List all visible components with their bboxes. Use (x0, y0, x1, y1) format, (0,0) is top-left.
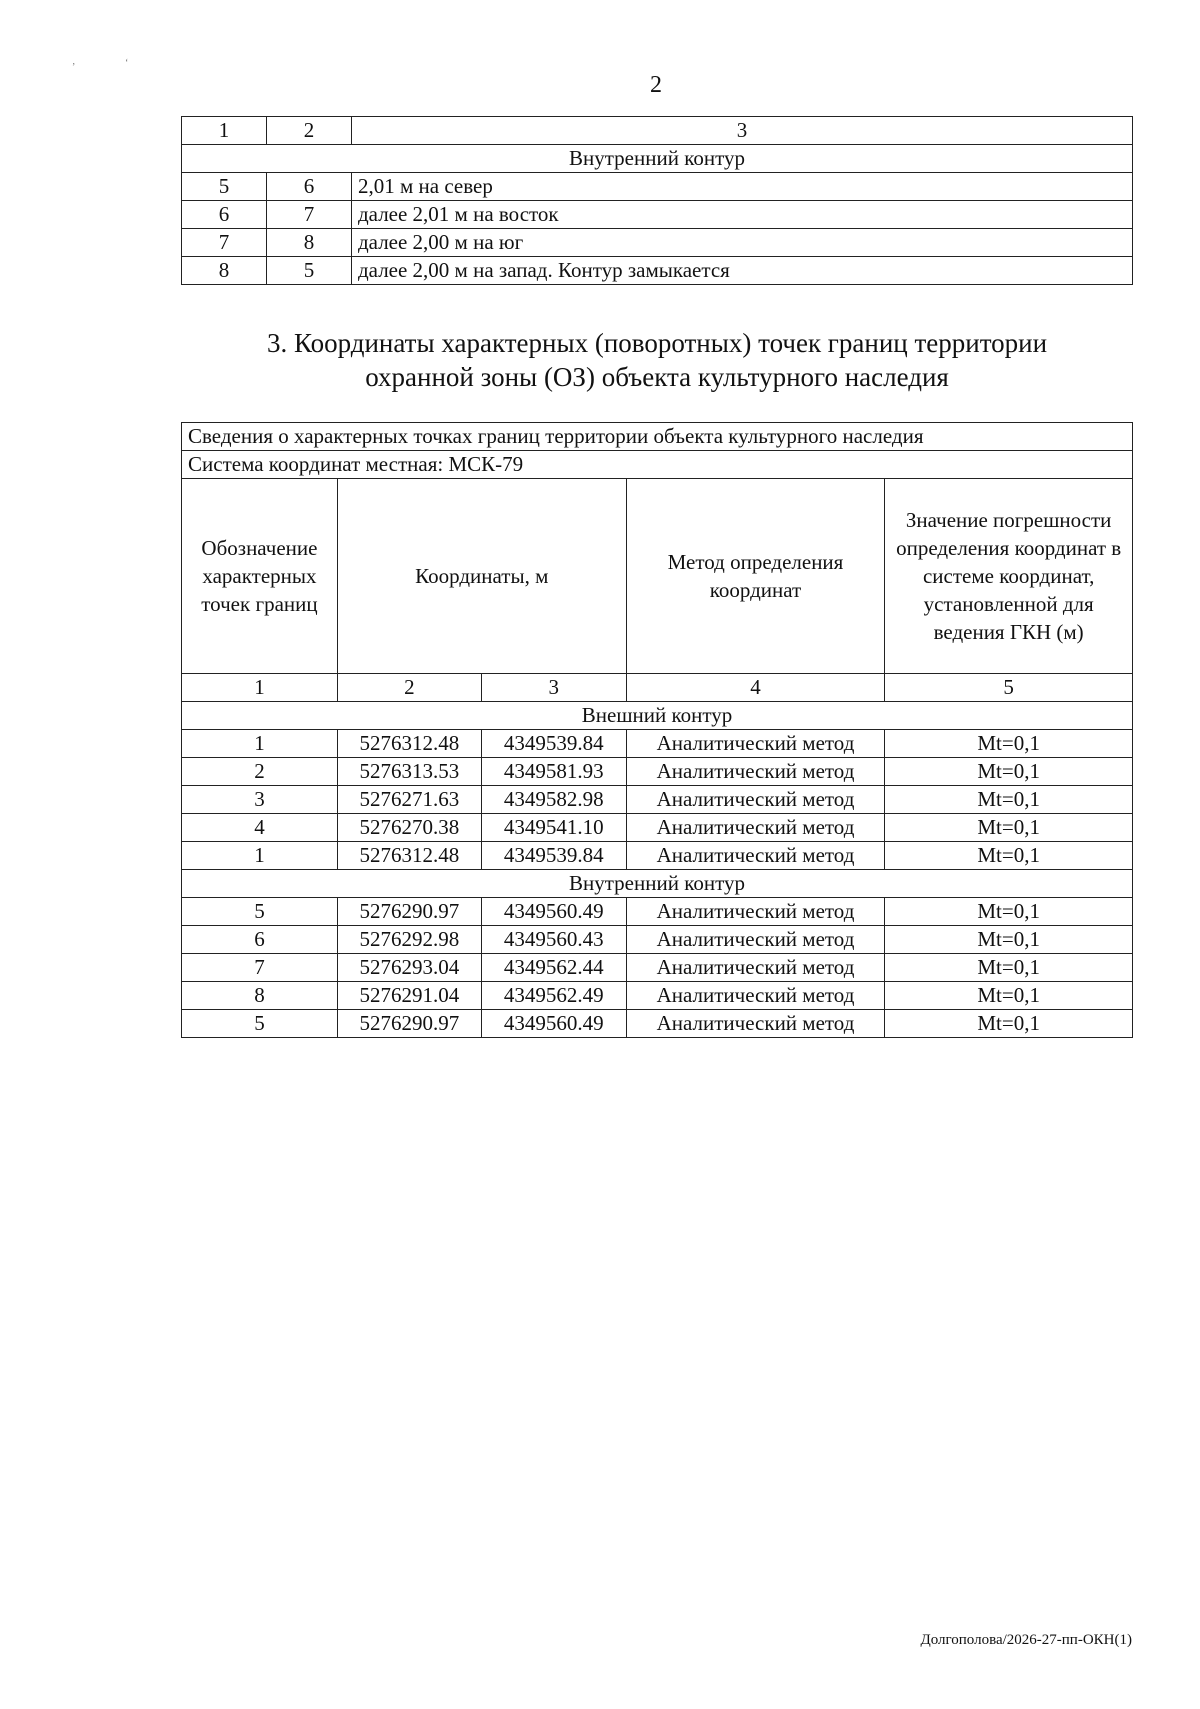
segment-description: далее 2,00 м на юг (352, 229, 1133, 257)
from-point: 8 (182, 257, 267, 285)
coordinate-x: 5276313.53 (337, 758, 481, 786)
outer-contour-label: Внешний контур (182, 702, 1133, 730)
coordinate-y: 4349560.49 (481, 1010, 626, 1038)
column-number: 3 (481, 674, 626, 702)
point-id: 7 (182, 954, 338, 982)
accuracy: Mt=0,1 (885, 786, 1133, 814)
coordinate-x: 5276270.38 (337, 814, 481, 842)
accuracy: Mt=0,1 (885, 1010, 1133, 1038)
point-id: 2 (182, 758, 338, 786)
designation-header: Обозначение характерных точек границ (182, 479, 338, 674)
point-id: 5 (182, 1010, 338, 1038)
section-row (182, 870, 1133, 898)
accuracy: Mt=0,1 (885, 926, 1133, 954)
coordinate-x: 5276291.04 (337, 982, 481, 1010)
table-title: Сведения о характерных точках границ территории объекта культурного наследия (182, 423, 1133, 451)
method: Аналитический метод (626, 786, 885, 814)
section-heading-line: 3. Координаты характерных (поворотных) точек границ территории (266, 328, 1048, 358)
column-number: 5 (885, 674, 1133, 702)
segment-description: 2,01 м на север (352, 173, 1133, 201)
table-row (182, 201, 1133, 229)
coordinate-system: Система координат местная: МСК-79 (182, 451, 1133, 479)
section-row (182, 145, 1133, 173)
point-id: 4 (182, 814, 338, 842)
scan-speck: ʻ (125, 58, 129, 69)
coordinate-y: 4349560.43 (481, 926, 626, 954)
segment-description: далее 2,00 м на запад. Контур замыкается (352, 257, 1133, 285)
method: Аналитический метод (626, 758, 885, 786)
method: Аналитический метод (626, 1010, 885, 1038)
coordinate-x: 5276312.48 (337, 730, 481, 758)
accuracy: Mt=0,1 (885, 982, 1133, 1010)
coordinate-y: 4349562.44 (481, 954, 626, 982)
coordinate-x: 5276293.04 (337, 954, 481, 982)
method: Аналитический метод (626, 842, 885, 870)
coordinate-y: 4349581.93 (481, 758, 626, 786)
coordinate-x: 5276271.63 (337, 786, 481, 814)
accuracy: Mt=0,1 (885, 842, 1133, 870)
section-heading (181, 326, 1133, 394)
coordinate-y: 4349539.84 (481, 842, 626, 870)
table-row (182, 786, 1133, 814)
to-point: 7 (267, 201, 352, 229)
point-id: 3 (182, 786, 338, 814)
method-header: Метод определения координат (626, 479, 885, 674)
outer-contour-rows (182, 730, 1133, 870)
table-row (182, 982, 1133, 1010)
method: Аналитический метод (626, 926, 885, 954)
coordinate-x: 5276290.97 (337, 898, 481, 926)
point-id: 8 (182, 982, 338, 1010)
column-number: 2 (337, 674, 481, 702)
segment-description: далее 2,01 м на восток (352, 201, 1133, 229)
column-number: 4 (626, 674, 885, 702)
coordinate-y: 4349582.98 (481, 786, 626, 814)
table-row (182, 926, 1133, 954)
section-heading-line: охранной зоны (ОЗ) объекта культурного наследия (365, 362, 949, 392)
inner-contour-label: Внутренний контур (182, 870, 1133, 898)
accuracy-header: Значение погрешности определения координат в системе координат, установленной для ведения ГКН (м) (885, 479, 1133, 674)
accuracy: Mt=0,1 (885, 730, 1133, 758)
to-point: 8 (267, 229, 352, 257)
coordinate-y: 4349562.49 (481, 982, 626, 1010)
column-number-row (182, 674, 1133, 702)
point-id: 1 (182, 730, 338, 758)
accuracy: Mt=0,1 (885, 758, 1133, 786)
table-row (182, 229, 1133, 257)
boundary-description-table (181, 116, 1133, 285)
table-row (182, 1010, 1133, 1038)
column-header-row (182, 479, 1133, 674)
coordinates-header: Координаты, м (337, 479, 626, 674)
accuracy: Mt=0,1 (885, 814, 1133, 842)
section-row (182, 702, 1133, 730)
table-row (182, 814, 1133, 842)
from-point: 5 (182, 173, 267, 201)
table-row (182, 173, 1133, 201)
method: Аналитический метод (626, 898, 885, 926)
table-row (182, 758, 1133, 786)
method: Аналитический метод (626, 730, 885, 758)
coordinate-y: 4349541.10 (481, 814, 626, 842)
table-row (182, 730, 1133, 758)
coordinate-x: 5276292.98 (337, 926, 481, 954)
coordinate-y: 4349560.49 (481, 898, 626, 926)
coord-system-row (182, 451, 1133, 479)
column-number: 1 (182, 674, 338, 702)
accuracy: Mt=0,1 (885, 898, 1133, 926)
from-point: 7 (182, 229, 267, 257)
coordinate-y: 4349539.84 (481, 730, 626, 758)
table-row (182, 954, 1133, 982)
to-point: 5 (267, 257, 352, 285)
inner-contour-label: Внутренний контур (182, 145, 1133, 173)
coordinates-table (181, 422, 1133, 1038)
accuracy: Mt=0,1 (885, 954, 1133, 982)
method: Аналитический метод (626, 814, 885, 842)
page-number: 2 (650, 72, 662, 98)
table-row (182, 898, 1133, 926)
from-point: 6 (182, 201, 267, 229)
table-row (182, 842, 1133, 870)
column-number: 3 (352, 117, 1133, 145)
column-number: 2 (267, 117, 352, 145)
inner-contour-rows (182, 898, 1133, 1038)
point-id: 6 (182, 926, 338, 954)
document-footer: Долгополова/2026-27-пп-ОКН(1) (920, 1632, 1132, 1648)
to-point: 6 (267, 173, 352, 201)
coordinate-x: 5276312.48 (337, 842, 481, 870)
method: Аналитический метод (626, 954, 885, 982)
table-row (182, 257, 1133, 285)
table-title-row (182, 423, 1133, 451)
column-number: 1 (182, 117, 267, 145)
point-id: 5 (182, 898, 338, 926)
table-header-row (182, 117, 1133, 145)
point-id: 1 (182, 842, 338, 870)
scan-speck: ʼ (72, 62, 76, 73)
coordinate-x: 5276290.97 (337, 1010, 481, 1038)
method: Аналитический метод (626, 982, 885, 1010)
